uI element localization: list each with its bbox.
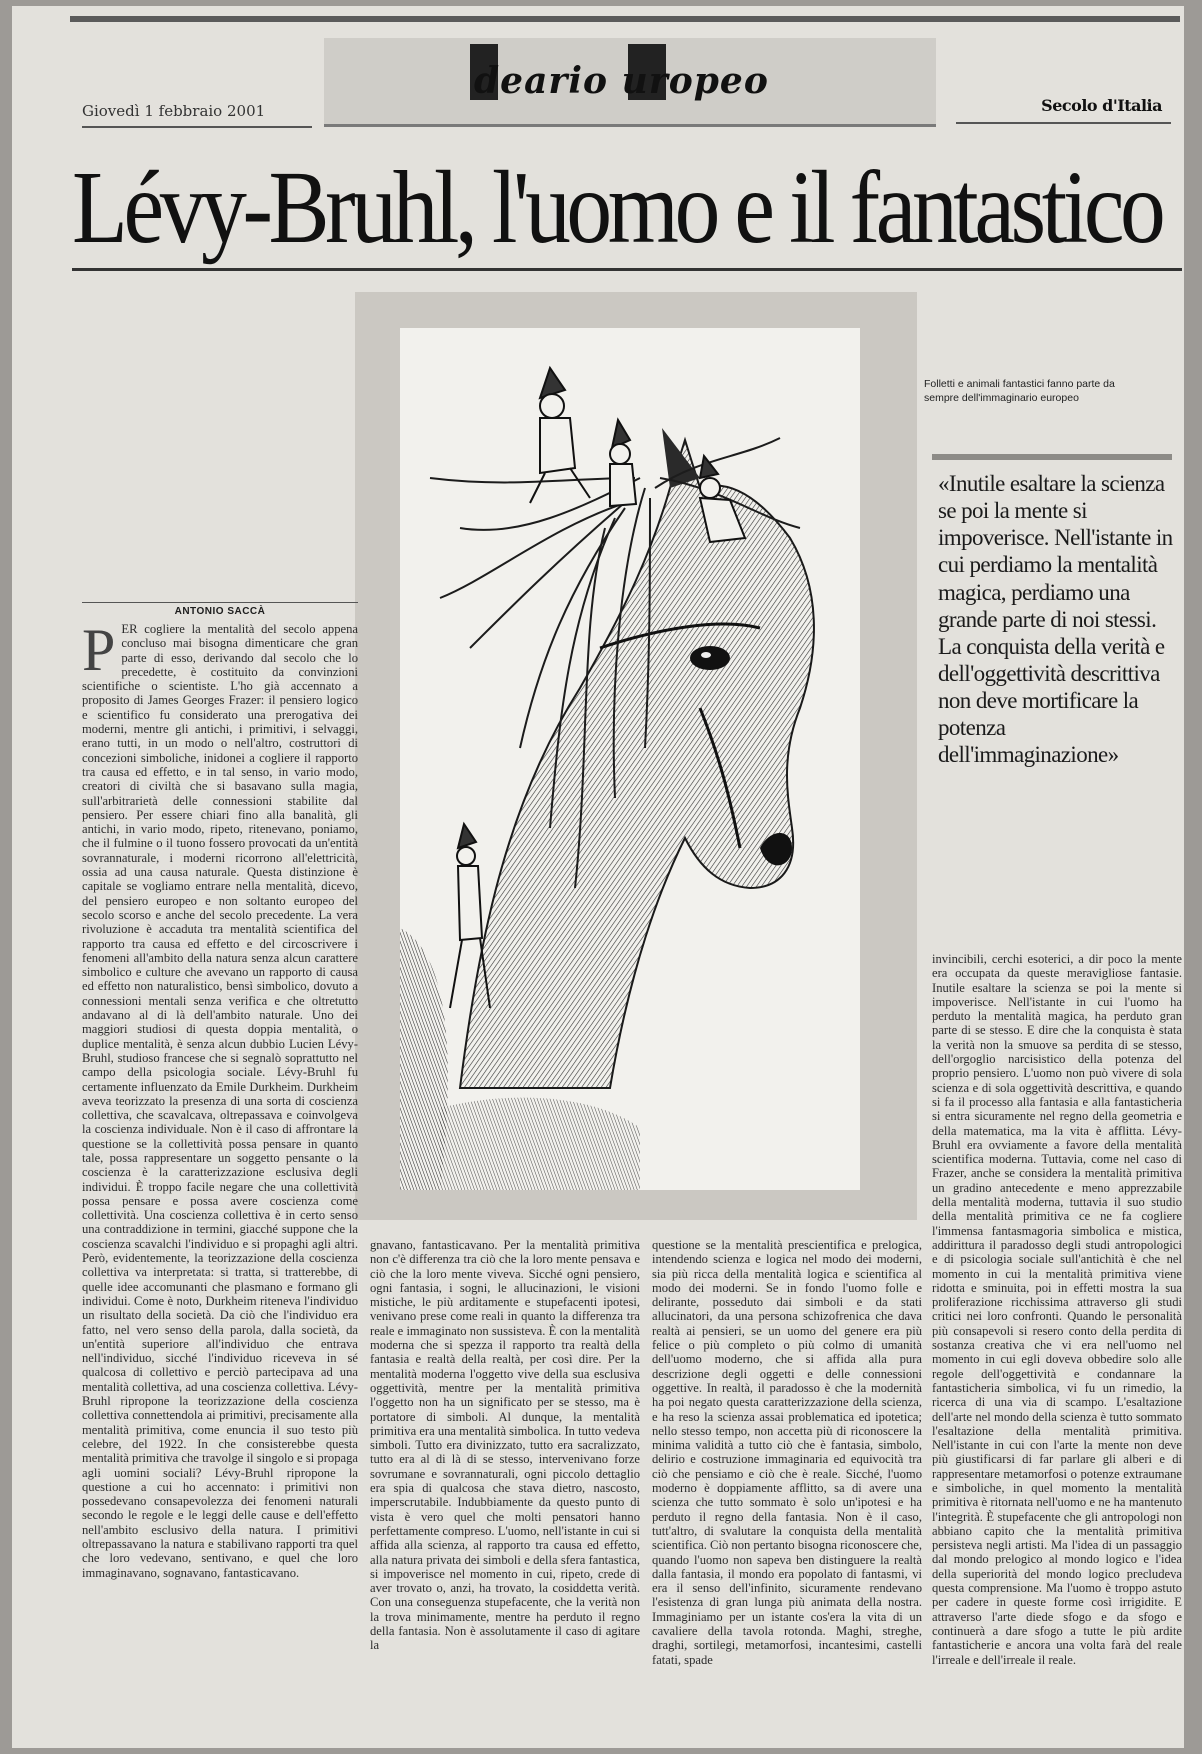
header-rule-left	[82, 126, 312, 128]
issue-date: Giovedì 1 febbraio 2001	[82, 102, 266, 120]
article-column-3: questione se la mentalità prescientifica e prelogica, intendendo scienza e logica nel modo dei moderni, sia più ricca della mentalità logica e scientifica al modo dei moderni. Se in fondo l'uomo folle e delirante, posseduto dai simboli e da stati allucinatori, da una persona schizofrenica che dava realtà ai pensieri, se un uomo del genere era più felice o più completo o più colmo di umanità dell'uomo moderno, che si affida alla pura descrizione degli oggetti e delle connessioni oggettive. In realtà, il paradosso è che la modernità ha poi negato questa caratterizzazione della scienza, e ha reso la scienza assai problematica ed ipotetica; nello stesso tempo, non accetta più di riconoscere la minima validità a tutto ciò che è fantasia, simbolo, delirio e costruzione immaginaria ed equivocità tra ciò che pensiamo e ciò che è reale. Sicché, l'uomo moderno è doppiamente afflitto, sa di avere una scienza che tutto sommato è solo un'ipotesi e ha perduto il regno della fantasia. Non è il caso, tutt'altro, di svalutare la conquista della mentalità scientifica. Ciò non pertanto bisogna riconoscere che, quando l'uomo non sapeva ben distinguere la realtà dalla fantasia, il mondo era popolato di fantasmi, vi era il senso dell'infinito, sicuramente rendevano l'esistenza di gran lunga più animata della nostra. Immaginiamo per un istante cos'era la vita di un cavaliere della tavola rotonda. Maghi, streghe, draghi, sortilegi, metamorfosi, incantesimi, castelli fatati, spade	[652, 1238, 922, 1667]
author-byline: ANTONIO SACCÀ	[174, 606, 266, 617]
pull-quote: «Inutile esaltare la scienza se poi la mente si impoverisce. Nell'istante in cui perdiamo la mentalità magica, perdiamo una grande parte di noi stessi. La conquista della verità e dell'oggettività descrittiva non deve mortificare la potenza dell'immaginazione»	[938, 471, 1173, 768]
header-rule-right	[956, 122, 1171, 124]
illustration-drawing	[400, 328, 860, 1190]
article-headline: Lévy-Bruhl, l'uomo e il fantastico	[72, 150, 1162, 265]
article-column-2: gnavano, fantasticavano. Per la mentalità primitiva non c'è differenza tra ciò che la loro mente pensava e ciò che la loro mente viveva. Sicché ogni pensiero, ogni fantasia, i sogni, le allucinazioni, le visioni mistiche, le più arditamente e stupefacenti ipotesi, venivano prese come reali in quanto la differenza tra reale e immaginato non sussisteva. È con la mentalità moderna che si spezza il rapporto tra realtà della fantasia e realtà della realtà, per così dire. Per la mentalità moderna l'oggetto vive della sua esclusiva oggettività, mentre per la mentalità primitiva l'oggetto non ha un significato per se stesso, ma è portatore di simboli. Al dunque, la mentalità primitiva era una mentalità simbolica. In tutto vedeva simboli. Tutto era divinizzato, tutto era sacralizzato, tutto era al di là di se stesso, intervenivano forze sovrumane e sovrannaturali, ogni piccolo dettaglio era spia di qualcosa che stava dietro, nascosto, imperscrutabile. Indubbiamente da questo punto di vista è vero quel che molti pensatori hanno perfettamente compreso. L'uomo, nell'istante in cui si affida alla scienza, al rapporto tra causa ed effetto, alla natura privata dei simboli e della sfera fantastica, si impoverisce nel momento in cui, ripeto, crede di aver trovato o, anzi, ha trovato, la cosiddetta verità. Con una conseguenza stupefacente, che la verità non la trova minimamente, mentre ha perduto il regno della fantasia. Non è assolutamente il caso di agitare la	[370, 1238, 640, 1653]
top-rule	[70, 16, 1180, 22]
section-masthead	[324, 38, 936, 127]
illustration-caption: Folletti e animali fantastici fanno parte da sempre dell'immaginario europeo	[924, 378, 1115, 404]
byline-rule	[82, 602, 358, 603]
horse-elves-illustration-icon	[400, 328, 860, 1190]
article-column-4: invincibili, cerchi esoterici, a dir poco la mente era occupata da queste meravigliose fantasie. Inutile esaltare la scienza se poi la mente si impoverisce. Nell'istante in cui l'uomo ha perduto la mentalità magica, ha perduto gran parte di se stesso. E dire che la conquista è stata la verità non la smuove sa perdita di se stesso, dell'orgoglio narcisistico della potenza del proprio pensiero. L'uomo non può vivere di sola scienza e di sola oggettività descrittiva, e quando si fa il processo alla fantasia e alla fantasticheria si entra sicuramente nel regno della geometria e della matematica, ma la vita è afflitta. Lévy-Bruhl era ovviamente a favore della mentalità scientifica moderna. Tuttavia, come nel caso di Frazer, anche se considera la mentalità primitiva un gradino antecedente e meno apprezzabile della mentalità moderna, tuttavia il suo studio della mentalità primitiva ce ne fa cogliere l'immensa fantasmagoria simbolica e mistica, addirittura il paradosso degli studi antropologici e di psicologia sociale sull'antichità è che nel momento in cui la mentalità primitiva viene ridotta e sminuita, poi in effetti mostra la sua proliferazione ricchissima attraverso gli studi critici nei loro confronti. Quando le personalità più consapevoli si resero conto della perdita di sostanza creativa che vi era nell'uomo nel momento in cui egli doveva obbedire solo alle regole dell'oggettività e condannare la fantasticheria simbolica, vi fu un rimedio, la ricerca di una via di scampo. L'esaltazione dell'arte nel mondo della scienza è tutto sommato l'esaltazione della mentalità primitiva. Nell'istante in cui con l'arte la mente non deve più giustificarsi di far parlare gli alberi e di rappresentare metamorfosi o potenze extraumane e simboliche, in quel momento la mentalità primitiva è ritornata nell'uomo e ne ha mantenuto l'integrità. È stupefacente che gli antropologi non abbiano capito che la mentalità primitiva persisteva negli artisti. Ma l'idea di un passaggio dal mondo prelogico al mondo logico e l'idea della superiorità del mondo logico precludeva questa comprensione. Ma l'uomo è troppo astuto per cadere in queste forme così irrigidite. E attraverso l'arte diede sfogo e da sfogo e continuerà a dare sfogo a tutte le più ardite fantasticherie e ancora una volta farà del reale l'irreale e dell'irreale il reale.	[932, 952, 1182, 1667]
section-title: deario uropeo	[474, 60, 769, 102]
column-1-text: ER cogliere la mentalità del secolo appena concluso mai bisogna dimenticare che gran parte di esso, derivando dal secolo che lo precedette, è costituito da convinzioni scientifiche o scientiste. L'ho già accennato a proposito di James Georges Frazer: il pensiero logico e scientifico fu considerato una prerogativa dei moderni, mentre gli antichi, i primitivi, i selvaggi, erano tutti, in un modo o nell'altro, costruttori di concezioni simboliche, inidonei a cogliere il rapporto tra causa ed effetto, e in tal senso, in vario modo, creatori di civiltà che si basavano sulla magia, sull'arbitrarietà delle connessioni stabilite dal pensiero. Per essere chiari fino alla banalità, gli antichi, in vario modo, ripeto, ritenevano, poniamo, che il fulmine o il tuono fossero provocati da un'entità sovrannaturale, i moderni ricorrono all'elettricità, ossia ad una causa naturale. Questa distinzione è capitale se vogliamo entrare nella mentalità, dicevo, del pensiero europeo e non soltanto europeo del secolo scorso e anche del secolo precedente. La vera rivoluzione è accaduta tra mentalità scientifica del rapporto tra causa ed effetto e del circoscrivere i fenomeni all'ambito della natura senza alcun carattere simbolico e culture che avevano un rapporto di causa ed effetto non naturalistico, bensì simbolico, dovuto a connessioni mentali senza verifica e che oltretutto andavano al di là dell'ambito naturale. Uno dei maggiori studiosi di questa doppia mentalità, o duplice mentalità, è senza alcun dubbio Lucien Lévy-Bruhl, studioso francese che si segnalò soprattutto nel campo della psicologia sociale. Lévy-Bruhl fu certamente influenzato da Emile Durkheim. Durkheim aveva teorizzato la presenza di una sorta di coscienza collettiva, che scavalcava, oltrepassava e coinvolgeva la coscienza individuale. Non è il caso di affrontare la questione se la collettività possa pensare in quanto tale, possa rappresentare un soggetto pensante o la coscienza è la caratterizzazione esclusiva degli individui. È troppo facile negare che una collettività possa pensare e possa avere coscienza come collettività. Una coscienza collettiva è in certo senso una contraddizione in termini, giacché suppone che la coscienza scavalchi l'individuo e si propaghi agli altri. Però, evidentemente, la teorizzazione della coscienza collettiva va interpretata: si tratta, si tratterebbe, di quelle idee accomunanti che plasmano e formano gli individui. Come è noto, Durkheim riteneva l'individuo un risultato della società. Da ciò che l'individuo era fatto, nel vero senso della parola, dalla società, da un'entità superiore all'individuo che entrava nell'individuo, sicché l'individuo riceveva in sé qualcosa di collettivo e perciò partecipava ad una mentalità collettiva, ad una coscienza collettiva. Lévy-Bruhl ripropone la teorizzazione della coscienza collettiva connettendola ai primitivi, precisamente alla mentalità primitiva, come enuncia il suo testo più celebre, del 1922. In che consisterebbe questa mentalità primitiva che travolge il singolo e si propaga agli uomini sociali? Lévy-Bruhl ripropone la questione a cui ho accennato: i primitivi non possedevano consapevolezza dei fenomeni naturali secondo le regole e le leggi delle cause e dell'effetto nell'ambito esclusivo della natura. I primitivi oltrepassavano la natura e stabilivano rapporti tra quel che loro vedevano, sentivano, e quel che loro immaginavano, sognavano, fantasticavano.	[82, 622, 358, 1580]
headline-rule	[72, 268, 1182, 271]
pull-quote-rule	[932, 454, 1172, 460]
drop-cap: P	[82, 622, 116, 683]
article-column-1	[82, 622, 358, 1742]
newspaper-name: Secolo d'Italia	[1041, 96, 1162, 115]
newspaper-page	[12, 6, 1184, 1748]
